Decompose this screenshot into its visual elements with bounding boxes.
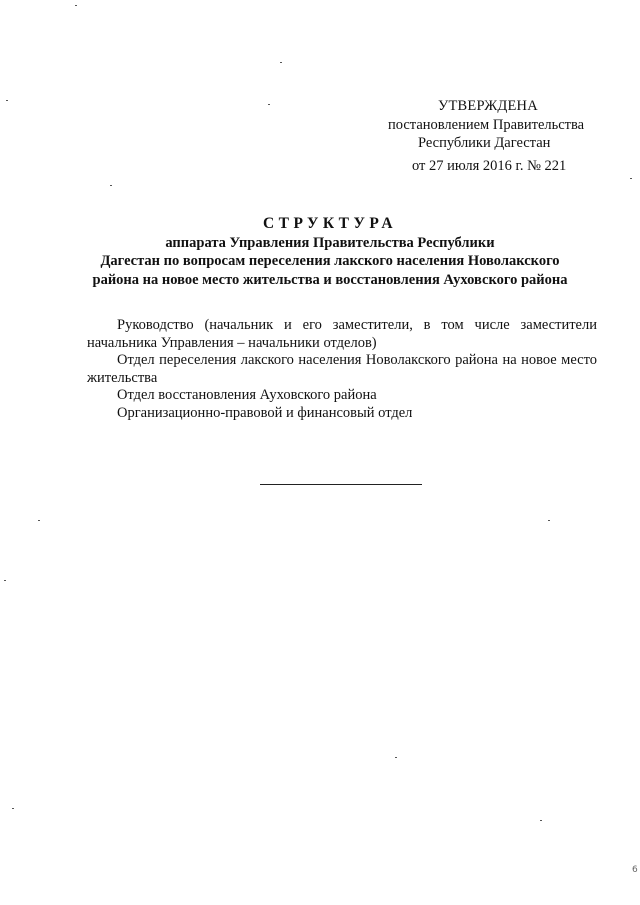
scan-speck — [4, 580, 6, 581]
approval-line-republic: Республики Дагестан — [418, 135, 551, 151]
page-corner-mark: 6 — [632, 865, 638, 875]
scan-speck — [280, 62, 282, 63]
structure-list — [87, 317, 597, 422]
structure-item-legal-finance-dept: Организационно-правовой и финансовый отдел — [117, 404, 413, 421]
scan-speck — [75, 5, 77, 6]
scan-speck — [548, 520, 550, 521]
heading-line-2: Дагестан по вопросам переселения лакского населения Новолакского — [100, 253, 560, 269]
scan-speck — [38, 520, 40, 521]
structure-item-resettlement-dept: Отдел переселения лакского населения Новолакского района на новое место жительства — [87, 352, 597, 386]
approval-line-date: от 27 июля 2016 г. № 221 — [412, 158, 567, 174]
scan-speck — [12, 808, 14, 809]
heading-line-3: района на новое место жительства и восстановления Ауховского района — [92, 271, 568, 288]
scan-speck — [395, 757, 397, 758]
approval-title: УТВЕРЖДЕНА — [438, 98, 538, 114]
approval-line-resolution: постановлением Правительства — [388, 117, 585, 133]
closing-rule — [260, 484, 422, 485]
heading-title: СТРУКТУРА — [262, 215, 398, 232]
structure-item-restoration-dept: Отдел восстановления Ауховского района — [117, 387, 377, 403]
heading-line-1: аппарата Управления Правительства Республики — [165, 234, 495, 251]
structure-item-leadership: Руководство (начальник и его заместители, в том числе заместители начальника Управления – начальники отделов) — [87, 317, 597, 351]
scan-speck — [268, 104, 270, 105]
scan-speck — [540, 820, 542, 821]
scan-speck — [110, 185, 112, 186]
scan-speck — [6, 100, 8, 101]
document-heading — [60, 215, 600, 289]
scan-speck — [630, 178, 632, 179]
